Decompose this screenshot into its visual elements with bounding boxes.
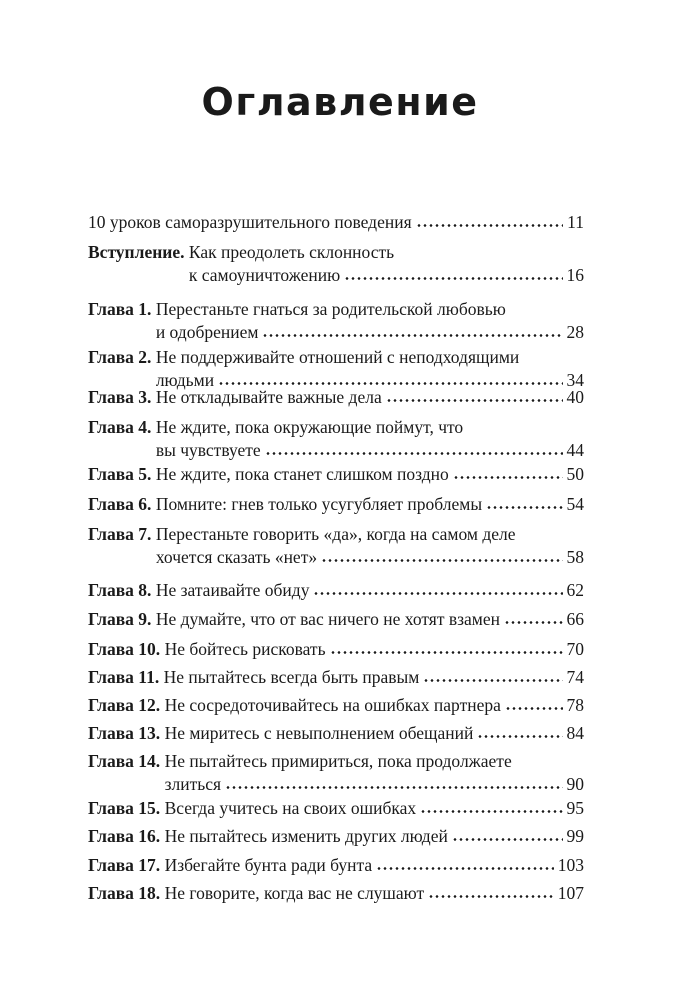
toc-entry-label: Глава 3. xyxy=(88,387,152,407)
dot-leader xyxy=(344,277,562,280)
page-number: 62 xyxy=(566,580,584,600)
toc-entry xyxy=(88,882,584,905)
toc-entry-title: хочется сказать «нет» xyxy=(155,547,318,567)
page-number: 58 xyxy=(566,547,584,567)
toc-line xyxy=(88,298,584,321)
dot-leader xyxy=(505,707,563,710)
toc-line xyxy=(88,638,584,661)
toc-entry xyxy=(88,241,584,287)
toc-entry-label: Глава 16. xyxy=(88,826,161,846)
toc-entry-label: Глава 15. xyxy=(88,798,161,818)
toc-entry-title: Не миритесь с невыполнением обещаний xyxy=(164,723,474,743)
dot-leader xyxy=(486,506,562,509)
page-number: 103 xyxy=(557,855,584,875)
toc-line xyxy=(88,694,584,717)
toc-entry-title: 10 уроков саморазрушительного поведения xyxy=(88,212,412,232)
page-number: 50 xyxy=(566,464,584,484)
dot-leader xyxy=(416,224,564,227)
toc-entry-title: Не сосредоточивайтесь на ошибках партнера xyxy=(164,695,501,715)
page-number: 34 xyxy=(566,370,584,390)
toc-entry xyxy=(88,854,584,877)
toc-entry-label: Глава 9. xyxy=(88,609,152,629)
toc-entry-label: Глава 13. xyxy=(88,723,161,743)
toc-line xyxy=(88,416,584,439)
page-title: Оглавление xyxy=(201,80,479,124)
toc-entry xyxy=(88,579,584,602)
dot-leader xyxy=(330,651,563,654)
toc-entry xyxy=(88,211,584,234)
page-number: 70 xyxy=(566,639,584,659)
dot-leader xyxy=(453,476,563,479)
toc-entry xyxy=(88,750,584,796)
toc-entry xyxy=(88,298,584,344)
page-number: 95 xyxy=(566,798,584,818)
toc-line xyxy=(88,579,584,602)
dot-leader xyxy=(423,679,562,682)
toc-line xyxy=(88,854,584,877)
toc-line xyxy=(88,211,584,234)
dot-leader xyxy=(265,452,563,455)
dot-leader xyxy=(452,838,563,841)
toc-entry-label: Глава 17. xyxy=(88,855,161,875)
toc-entry-label: Глава 6. xyxy=(88,494,152,514)
toc-entry xyxy=(88,797,584,820)
toc-entry-title: Перестаньте говорить «да», когда на самом деле xyxy=(155,524,516,544)
toc-line xyxy=(88,523,584,546)
toc-entry-title: Не думайте, что от вас ничего не хотят взамен xyxy=(155,609,501,629)
toc-entry-label: Глава 5. xyxy=(88,464,152,484)
toc-entry xyxy=(88,523,584,569)
page-number: 78 xyxy=(566,695,584,715)
toc-line xyxy=(88,750,584,773)
toc-entry-label: Глава 8. xyxy=(88,580,152,600)
toc-entry xyxy=(88,416,584,462)
toc-entry-label: Вступление. xyxy=(88,242,185,262)
toc-line xyxy=(88,797,584,820)
dot-leader xyxy=(262,334,562,337)
toc-line xyxy=(88,439,584,462)
page-number: 74 xyxy=(566,667,584,687)
toc-entry-title: Не поддерживайте отношений с неподходящими xyxy=(155,347,520,367)
toc-line xyxy=(88,493,584,516)
toc-entry-label: Глава 7. xyxy=(88,524,152,544)
toc-entry xyxy=(88,493,584,516)
toc-entry-title: Не ждите, пока станет слишком поздно xyxy=(155,464,449,484)
toc-entry xyxy=(88,638,584,661)
toc-entry-title: Не говорите, когда вас не слушают xyxy=(164,883,425,903)
dot-leader xyxy=(321,559,562,562)
toc-entry xyxy=(88,694,584,717)
toc-line xyxy=(88,463,584,486)
page-number: 66 xyxy=(566,609,584,629)
toc-entry-title: и одобрением xyxy=(155,322,259,342)
page-number: 90 xyxy=(566,774,584,794)
dot-leader xyxy=(218,382,562,385)
page-number: 99 xyxy=(566,826,584,846)
toc-entry-title: Не бойтесь рисковать xyxy=(164,639,326,659)
toc-entry-title: Избегайте бунта ради бунта xyxy=(164,855,373,875)
page-number: 54 xyxy=(566,494,584,514)
toc-line xyxy=(88,608,584,631)
page-number: 11 xyxy=(567,212,584,232)
toc-line xyxy=(88,546,584,569)
toc-entry xyxy=(88,386,584,409)
dot-leader xyxy=(376,867,554,870)
toc-line xyxy=(88,825,584,848)
toc-entry-title: злиться xyxy=(164,774,222,794)
toc-line xyxy=(88,666,584,689)
toc-entry xyxy=(88,722,584,745)
toc-line xyxy=(88,346,584,369)
page-number: 44 xyxy=(566,440,584,460)
page-number: 84 xyxy=(566,723,584,743)
dot-leader xyxy=(504,621,562,624)
toc-entry-label: Глава 14. xyxy=(88,751,161,771)
toc-entry-title: Всегда учитесь на своих ошибках xyxy=(164,798,417,818)
toc-entry-title: Не затаивайте обиду xyxy=(155,580,310,600)
toc-entry-label: Глава 1. xyxy=(88,299,152,319)
toc-entry-title: Не ждите, пока окружающие поймут, что xyxy=(155,417,464,437)
toc-entry-label: Глава 11. xyxy=(88,667,160,687)
toc-entry xyxy=(88,463,584,486)
toc-entry-title: людьми xyxy=(155,370,215,390)
toc-entry-label: Глава 2. xyxy=(88,347,152,367)
toc-entry-title: Перестаньте гнаться за родительской любовью xyxy=(155,299,506,319)
toc-entry xyxy=(88,666,584,689)
toc-line xyxy=(88,264,584,287)
toc-entry-label: Глава 12. xyxy=(88,695,161,715)
toc-entry-title: Не пытайтесь примириться, пока продолжаете xyxy=(164,751,512,771)
toc-entry-label: Глава 18. xyxy=(88,883,161,903)
page-number: 40 xyxy=(566,387,584,407)
toc-entry xyxy=(88,608,584,631)
toc-line xyxy=(88,773,584,796)
toc-line xyxy=(88,241,584,264)
dot-leader xyxy=(386,399,563,402)
toc-line xyxy=(88,321,584,344)
toc-entry-title: к самоуничтожению xyxy=(188,265,341,285)
page-number: 28 xyxy=(566,322,584,342)
toc-entry-label: Глава 10. xyxy=(88,639,161,659)
toc-entry-title: Как преодолеть склонность xyxy=(188,242,395,262)
toc-entry-title: Не откладывайте важные дела xyxy=(155,387,382,407)
dot-leader xyxy=(225,786,562,789)
toc-entry-title: Помните: гнев только усугубляет проблемы xyxy=(155,494,483,514)
toc-entry-label: Глава 4. xyxy=(88,417,152,437)
dot-leader xyxy=(420,810,562,813)
dot-leader xyxy=(428,895,554,898)
dot-leader xyxy=(313,592,562,595)
toc-line xyxy=(88,882,584,905)
toc-line xyxy=(88,722,584,745)
page-number: 16 xyxy=(566,265,584,285)
toc-entry-title: вы чувствуете xyxy=(155,440,261,460)
page-number: 107 xyxy=(557,883,584,903)
toc-line xyxy=(88,386,584,409)
toc-entry xyxy=(88,825,584,848)
toc-entry-title: Не пытайтесь всегда быть правым xyxy=(163,667,420,687)
dot-leader xyxy=(477,735,562,738)
toc-entry-title: Не пытайтесь изменить других людей xyxy=(164,826,448,846)
